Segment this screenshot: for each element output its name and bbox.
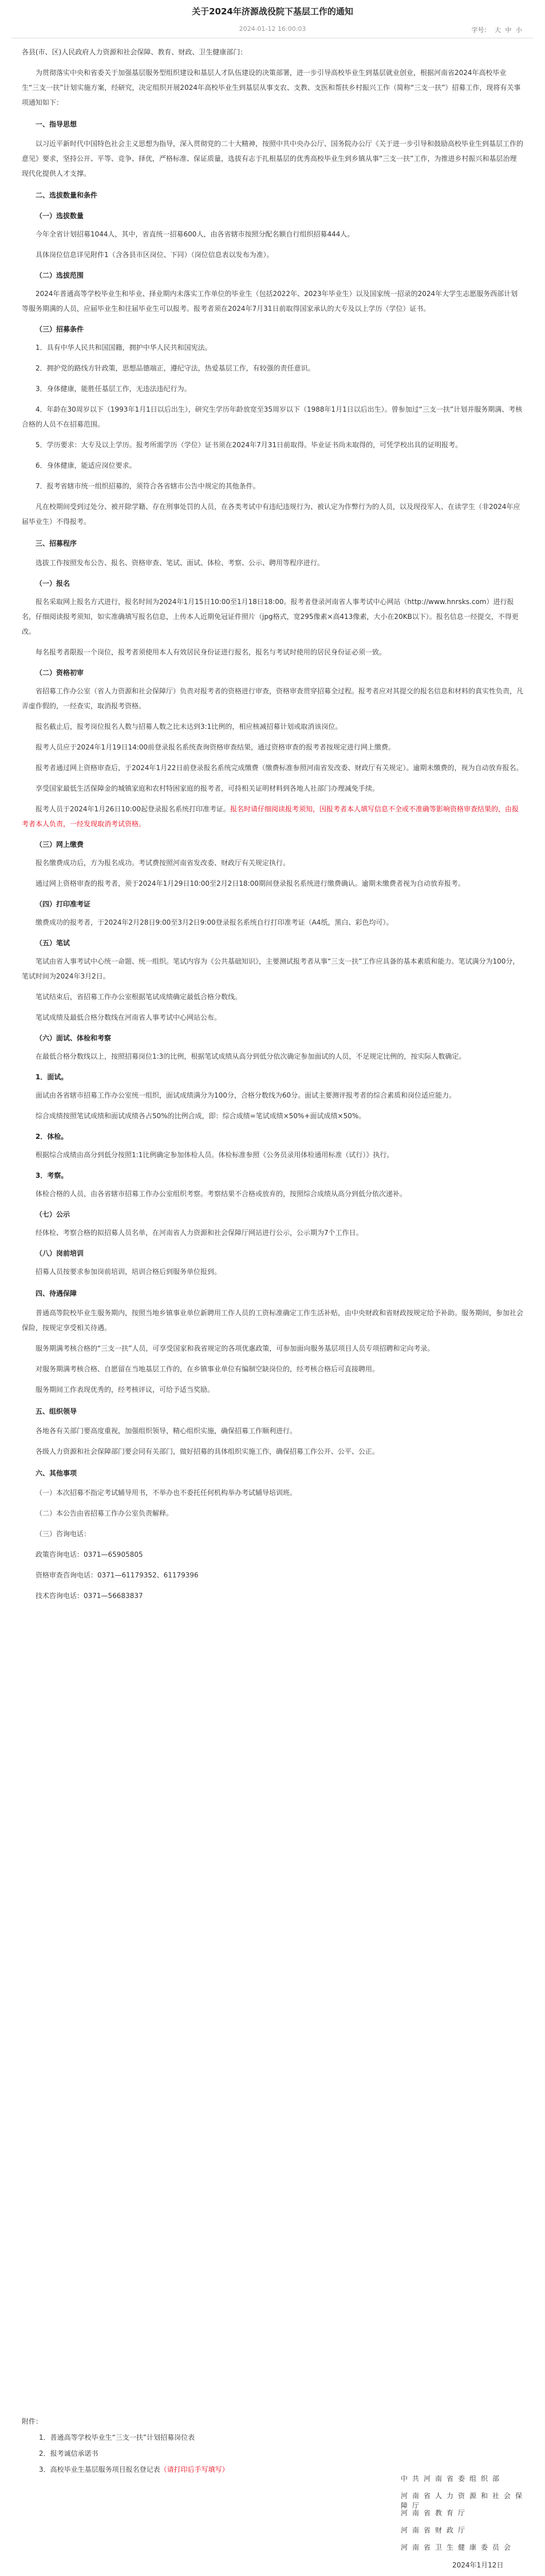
subsection-heading: （一）报名 bbox=[35, 579, 70, 587]
paragraph: 对服务期满考核合格、自愿留在当地基层工作的，在乡镇事业单位有编制空缺岗位的，经考核合格后可直接聘用。 bbox=[35, 1365, 380, 1373]
paragraph: 笔试结束后，省招募工作办公室根据笔试成绩确定最低合格分数线。 bbox=[35, 993, 242, 1001]
paragraph: 服务期满考核合格的“三支一扶”人员，可享受国家和我省规定的各项优惠政策，可参加面向服务基层项目人员专项招聘和定向考录。 bbox=[35, 1344, 435, 1352]
section-heading: 三、招募程序 bbox=[35, 539, 77, 547]
paragraph: 2024年普通高等学校毕业生和毕业、择业期内未落实工作单位的毕业生（包括2022年、2023年毕业生）以及国家统一招录的2024年大学生志愿服务西部计划等服务期满的人员，应届毕业生和往届毕业生可以报考。报考者须在2024年7月31日前取得国家承认的大专及以上学历（学位）证书。 bbox=[22, 290, 518, 313]
paragraph: （二）本公告由省招募工作办公室负责解释。 bbox=[35, 1509, 173, 1517]
condition-item: 2．拥护党的路线方针政策，思想品德端正，遵纪守法，热爱基层工作，有较强的责任意识。 bbox=[35, 364, 315, 372]
subsection-heading: （六）面试、体检和考察 bbox=[35, 1034, 112, 1042]
attachments-list bbox=[22, 2413, 365, 2478]
contact-phone: 政策咨询电话：0371—65905805 bbox=[35, 1551, 143, 1559]
section-heading: 六、其他事项 bbox=[35, 1469, 77, 1477]
issuer-1: 中共河南省委组织部 bbox=[401, 2475, 504, 2483]
item-heading: 2．体检。 bbox=[35, 1133, 68, 1141]
paragraph: 报考者通过网上资格审查后，于2024年1月22日前登录报名系统完成缴费（缴费标准参照河南省发改委、财政厅有关规定）。逾期未缴费的，视为自动放弃报名。 bbox=[35, 764, 523, 772]
paragraph: 普通高等院校毕业生服务期内，按照当地乡镇事业单位新聘用工作人员的工资标准确定工作生活补贴，由中央财政和省财政按规定给予补助。服务期间，参加社会保险，按规定享受相关待遇。 bbox=[22, 1309, 524, 1332]
paragraph: 省招募工作办公室（省人力资源和社会保障厅）负责对报考者的资格进行审查，资格审查贯穿招募全过程。报考者应对其提交的报名信息和材料的真实性负责，凡弄虚作假的，一经查实，取消报考资格。 bbox=[22, 687, 524, 710]
subsection-heading: （二）资格初审 bbox=[35, 669, 84, 677]
attachment-link[interactable]: 1．普通高等学校毕业生“三支一扶”计划招募岗位表 bbox=[39, 2433, 195, 2441]
paragraph: 各地各有关部门要高度重视，加强组织领导，精心组织实施，确保招募工作顺利进行。 bbox=[35, 1427, 297, 1435]
paragraph: 在最低合格分数线以上，按照招募岗位1:3的比例，根据笔试成绩从高分到低分依次确定参加面试的人员，不足规定比例的，按实际人数确定。 bbox=[35, 1052, 466, 1060]
font-size-medium-button[interactable]: 中 bbox=[505, 26, 512, 34]
header bbox=[0, 6, 545, 17]
condition-item: 5．学历要求：大专及以上学历。报考所需学历（学位）证书须在2024年7月31日前取得。毕业证书尚未取得的，可凭学校出具的证明报考。 bbox=[35, 441, 463, 449]
paragraph: 面试由各省辖市招募工作办公室统一组织，面试成绩满分为100分，合格分数线为60分。面试主要测评报考者的综合素质和岗位适应能力。 bbox=[35, 1091, 456, 1099]
paragraph: 通过网上资格审查的报考者，须于2024年1月29日10:00至2月2日18:00期间登录报名系统进行缴费确认。逾期未缴费者视为自动放弃报考。 bbox=[35, 879, 465, 887]
paragraph: 报考人员应于2024年1月19日14:00前登录报名系统查询资格审查结果，通过资格审查的报考者按规定进行网上缴费。 bbox=[35, 743, 396, 751]
paragraph: 根据综合成绩由高分到低分按照1:1比例确定参加体检人员。体检标准参照《公务员录用体检通用标准（试行）》执行。 bbox=[35, 1151, 394, 1159]
attachments-label: 附件： bbox=[22, 2417, 43, 2425]
condition-item: 1．具有中华人民共和国国籍，拥护中华人民共和国宪法。 bbox=[35, 344, 212, 352]
issuer-3: 河南省教育厅 bbox=[401, 2509, 470, 2517]
section-heading: 二、选拔数量和条件 bbox=[35, 191, 98, 199]
subsection-heading: （四）打印准考证 bbox=[35, 900, 91, 908]
condition-item: 7．报考省辖市统一组织招募的，须符合各省辖市公告中规定的其他条件。 bbox=[35, 482, 260, 490]
section-heading: 五、组织领导 bbox=[35, 1407, 77, 1415]
font-size-big-button[interactable]: 大 bbox=[495, 26, 501, 34]
attachment-text: 3．高校毕业生基层服务项目报名登记表 bbox=[39, 2465, 160, 2474]
condition-item: 4．年龄在30周岁以下（1993年1月1日以后出生），研究生学历年龄放宽至35周岁以下（1988年1月1日以后出生）。曾参加过“三支一扶”计划并服务期满、考核合格的人员不在招募范围。 bbox=[22, 405, 523, 428]
item-heading: 1．面试。 bbox=[35, 1073, 68, 1081]
condition-item: 3．身体健康，能胜任基层工作，无违法违纪行为。 bbox=[35, 385, 191, 393]
subsection-heading: （一）选拔数量 bbox=[35, 212, 84, 220]
item-heading: 3．考察。 bbox=[35, 1171, 68, 1179]
subsection-heading: （八）岗前培训 bbox=[35, 1249, 84, 1257]
signoff-date: 2024年1月12日 bbox=[452, 2561, 504, 2569]
text-span: 报考人员于2024年1月26日10:00起登录报名系统打印准考证。 bbox=[35, 805, 231, 813]
paragraph: 综合成绩按照笔试成绩和面试成绩各占50%的比例合成，即：综合成绩=笔试成绩×50%+面试成绩×50%。 bbox=[35, 1112, 366, 1120]
paragraph bbox=[22, 802, 523, 831]
subsection-heading: （七）公示 bbox=[35, 1210, 70, 1218]
paragraph: 招募人员按要求参加岗前培训，培训合格后到服务单位报到。 bbox=[35, 1268, 222, 1276]
paragraph: 报名截止后，报考岗位报名人数与招募人数之比未达到3:1比例的，相应核减招募计划或取消该岗位。 bbox=[35, 723, 342, 731]
subsection-heading: （五）笔试 bbox=[35, 939, 70, 947]
intro-paragraph: 为贯彻落实中央和省委关于加强基层服务型组织建设和基层人才队伍建设的决策部署，进一步引导高校毕业生到基层就业创业，根据河南省2024年高校毕业生“三支一扶”计划实施方案，经研究，决定组织开展2024年高校毕业生到基层从事支农、支教、支医和帮扶乡村振兴工作（简称“三支一扶”）招募工作，现将有关事项通知如下： bbox=[22, 69, 521, 106]
paragraph: 体检合格的人员，由各省辖市招募工作办公室组织考察。考察结果不合格或放弃的，按照综合成绩从高分到低分依次递补。 bbox=[35, 1190, 407, 1198]
paragraph: 享受国家最低生活保障金的城镇家庭和农村特困家庭的报考者，可持相关证明材料到各地人社部门办理减免手续。 bbox=[35, 784, 380, 792]
paragraph: 笔试由省人事考试中心统一命题、统一组织。笔试内容为《公共基础知识》，主要测试报考者从事“三支一扶”工作应具备的基本素质和能力。笔试满分为100分，笔试时间为2024年3月2日。 bbox=[22, 957, 520, 980]
paragraph: 以习近平新时代中国特色社会主义思想为指导，深入贯彻党的二十大精神，按照中共中央办公厅、国务院办公厅《关于进一步引导和鼓励高校毕业生到基层工作的意见》要求，坚持公开、平等、竞争、择优，严格标准、保证质量，选拔有志于扎根基层的优秀高校毕业生到乡镇从事“三支一扶”工作，为推进乡村振兴和基层治理现代化提供人才支撑。 bbox=[22, 140, 524, 177]
font-size-switcher bbox=[469, 25, 523, 34]
issuer-5: 河南省卫生健康委员会 bbox=[401, 2543, 516, 2551]
subsection-heading: （二）选拔范围 bbox=[35, 271, 84, 279]
attachment-note: （请打印后手写填写） bbox=[160, 2465, 229, 2474]
paragraph: 各级人力资源和社会保障部门要会同有关部门，做好招募的具体组织实施工作，确保招募工作公开、公平、公正。 bbox=[35, 1447, 380, 1455]
warning-text: 报名时请仔细阅读报考须知，因报考者本人填写信息不全或不准确等影响资格审查结果的，由报考者本人负责，一经发现取消考试资格。 bbox=[22, 805, 519, 828]
publish-date: 2024-01-12 16:00:03 bbox=[239, 25, 306, 33]
page-title: 关于2024年济源战役院下基层工作的通知 bbox=[192, 6, 353, 17]
paragraph: 经体检、考察合格的拟招募人员名单，在河南省人力资源和社会保障厅网站进行公示，公示期为7个工作日。 bbox=[35, 1229, 363, 1237]
issuer-2: 河南省人力资源和社会保障厅 bbox=[401, 2492, 527, 2510]
contact-phone: 资格审查咨询电话：0371—61179352、61179396 bbox=[35, 1571, 199, 1579]
subsection-heading: （三）招募条件 bbox=[35, 325, 84, 333]
condition-item: 6．身体健康，能适应岗位要求。 bbox=[35, 461, 136, 470]
paragraph: 报名采取网上报名方式进行，报名时间为2024年1月15日10:00至1月18日18:00。报考者登录河南省人事考试中心网站（http://www.hnrsks.com）进行报名，仔细阅读报考须知，如实准确填写报名信息，上传本人近期免冠证件照片（jpg格式，宽295像素×高413像素，大小在20KB以下）。报名信息一经提交，不得更改。 bbox=[22, 598, 519, 636]
attachment-link[interactable]: 2．报考诚信承诺书 bbox=[39, 2449, 98, 2457]
font-size-small-button[interactable]: 小 bbox=[516, 26, 522, 34]
contact-phone: 技术咨询电话：0371—56683837 bbox=[35, 1592, 143, 1600]
paragraph: 服务期间工作表现优秀的，经考核评议，可给予适当奖励。 bbox=[35, 1386, 215, 1394]
subsection-heading: （三）网上缴费 bbox=[35, 841, 84, 849]
paragraph: 凡在校期间受到过处分、被开除学籍、存在刑事处罚的人员，在各类考试中有违纪违规行为、被认定为作弊行为的人员，以及现役军人、在读学生（非2024年应届毕业生）不得报考。 bbox=[22, 503, 520, 526]
paragraph: 报名缴费成功后，方为报名成功。考试费按照河南省发改委、财政厅有关规定执行。 bbox=[35, 859, 290, 867]
paragraph: 每名报考者限报一个岗位，报考者须使用本人有效居民身份证进行报名，报名与考试时使用的居民身份证必须一致。 bbox=[35, 648, 386, 656]
greeting: 各县(市、区)人民政府人力资源和社会保障、教育、财政、卫生健康部门： bbox=[22, 48, 247, 56]
paragraph: （一）本次招募不指定考试辅导用书，不举办也不委托任何机构举办考试辅导培训班。 bbox=[35, 1489, 297, 1497]
font-size-label: 字号： bbox=[471, 26, 491, 34]
paragraph: 笔试成绩及最低合格分数线在河南省人事考试中心网站公布。 bbox=[35, 1013, 222, 1021]
paragraph: 具体岗位信息详见附件1（含各县市区岗位、下同）（岗位信息表以发布为准）。 bbox=[35, 251, 274, 259]
paragraph: 选拔工作按照发布公告、报名、资格审查、笔试、面试、体检、考察、公示、聘用等程序进行。 bbox=[35, 559, 325, 567]
article-body bbox=[22, 45, 523, 1609]
paragraph: 缴费成功的报考者，于2024年2月28日9:00至3月2日9:00登录报名系统自行打印准考证（A4纸，黑白、彩色均可）。 bbox=[35, 918, 393, 926]
issuer-4: 河南省财政厅 bbox=[401, 2526, 470, 2534]
section-heading: 四、待遇保障 bbox=[35, 1289, 77, 1297]
section-heading: 一、指导思想 bbox=[35, 120, 77, 128]
paragraph: （三）咨询电话： bbox=[35, 1530, 91, 1538]
attachment-link[interactable] bbox=[22, 2461, 365, 2478]
paragraph: 今年全省计划招募1044人，其中，省直统一招募600人，由各省辖市按照分配名额自行组织招募444人。 bbox=[35, 230, 354, 238]
